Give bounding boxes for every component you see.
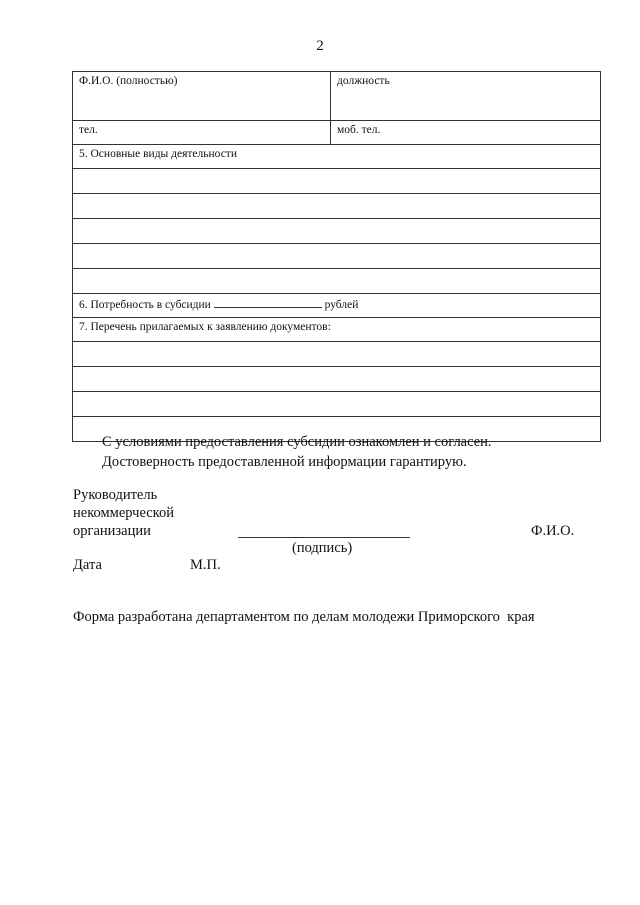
stamp-label: М.П.	[190, 557, 221, 573]
table-row	[73, 294, 601, 318]
table-row	[73, 392, 601, 417]
documents-line[interactable]	[73, 342, 601, 367]
table-row	[73, 367, 601, 392]
table-row	[73, 269, 601, 294]
statement-line-2: Достоверность предоставленной информации гарантирую.	[102, 454, 467, 470]
table-row	[73, 194, 601, 219]
subsidy-amount-field[interactable]	[214, 297, 322, 308]
subsidy-row	[73, 294, 601, 318]
subsidy-label: 6. Потребность в субсидии	[79, 299, 211, 311]
statement-line-1: С условиями предоставления субсидии ознакомлен и согласен.	[102, 434, 492, 450]
application-form-table	[72, 71, 601, 442]
table-row	[73, 219, 601, 244]
subsidy-unit: рублей	[324, 299, 359, 311]
table-row	[73, 342, 601, 367]
mobile-field[interactable]	[331, 121, 601, 145]
documents-header	[73, 318, 601, 342]
fio-label: Ф.И.О. (полностью)	[79, 75, 178, 87]
activities-line[interactable]	[73, 269, 601, 294]
table-row	[73, 318, 601, 342]
signer-role-line-3: организации	[73, 523, 151, 539]
position-label: должность	[337, 75, 390, 87]
table-row	[73, 72, 601, 121]
signer-role-line-1: Руководитель	[73, 487, 158, 503]
signature-caption: (подпись)	[292, 540, 353, 556]
name-label: Ф.И.О.	[531, 523, 575, 539]
signer-role-line-2: некоммерческой	[73, 505, 174, 521]
date-label: Дата	[73, 557, 102, 573]
documents-line[interactable]	[73, 367, 601, 392]
signature-line[interactable]	[238, 537, 410, 538]
activities-label: 5. Основные виды деятельности	[79, 148, 237, 160]
page-number: 2	[316, 38, 324, 54]
phone-field[interactable]	[73, 121, 331, 145]
documents-line[interactable]	[73, 392, 601, 417]
activities-line[interactable]	[73, 244, 601, 269]
activities-line[interactable]	[73, 194, 601, 219]
mobile-label: моб. тел.	[337, 124, 381, 136]
activities-line[interactable]	[73, 219, 601, 244]
phone-label: тел.	[79, 124, 98, 136]
table-row	[73, 169, 601, 194]
documents-label: 7. Перечень прилагаемых к заявлению документов:	[79, 321, 331, 333]
position-field[interactable]	[331, 72, 601, 121]
footer-note: Форма разработана департаментом по делам молодежи Приморского края	[73, 609, 535, 625]
activities-header	[73, 145, 601, 169]
table-row	[73, 244, 601, 269]
table-row	[73, 145, 601, 169]
table-row	[73, 121, 601, 145]
fio-field[interactable]	[73, 72, 331, 121]
activities-line[interactable]	[73, 169, 601, 194]
